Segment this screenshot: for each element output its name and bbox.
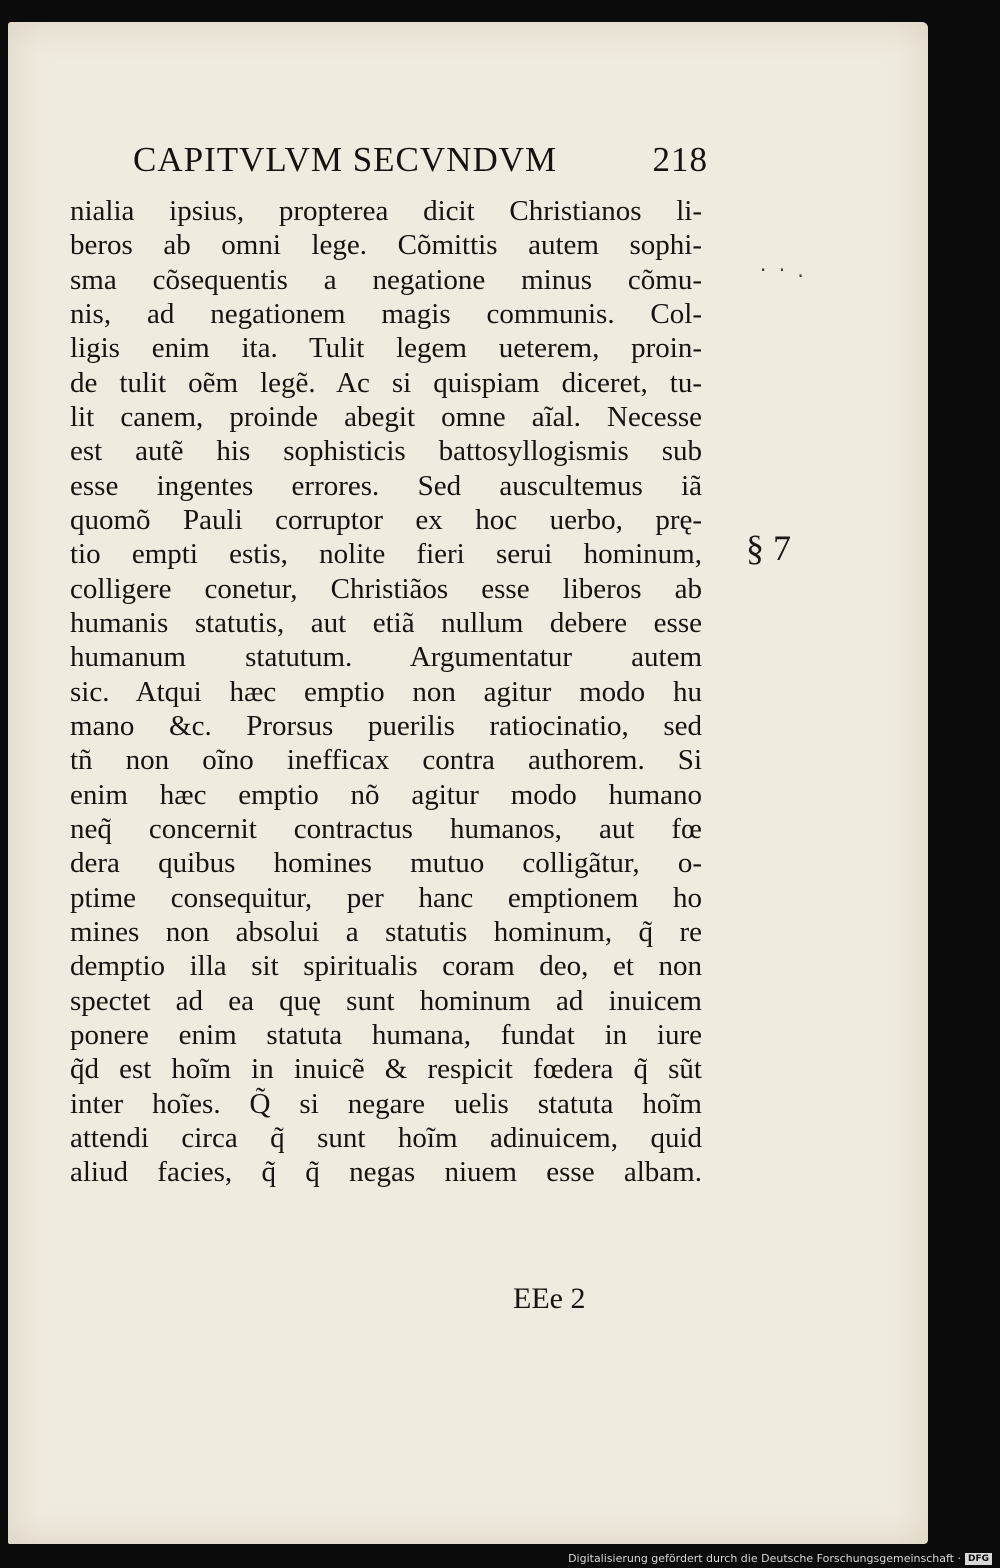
text-line: tñ non oĩno inefficax contra authorem. Si — [70, 744, 702, 777]
digitization-credit — [568, 1552, 992, 1565]
text-line: beros ab omni lege. Cõmittis autem sophi- — [70, 229, 702, 262]
dfg-logo-icon: DFG — [965, 1553, 992, 1565]
text-line: spectet ad ea quę sunt hominum ad inuicem — [70, 984, 702, 1017]
text-line: aliud facies, q̃ q̃ negas niuem esse albam. — [70, 1156, 702, 1189]
text-line: enim hæc emptio nõ agitur modo humano — [70, 778, 702, 811]
text-line: humanum statutum. Argumentatur autem — [70, 641, 702, 674]
text-line: demptio illa sit spiritualis coram deo, et non — [70, 950, 702, 983]
text-line: mines non absolui a statutis hominum, q̃ re — [70, 915, 702, 948]
text-line: esse ingentes errores. Sed auscultemus iã — [70, 469, 702, 502]
text-line: quomõ Pauli corruptor ex hoc uerbo, prę- — [70, 503, 702, 536]
text-line: nialia ipsius, propterea dicit Christianos li- — [70, 195, 702, 227]
text-line: ptime consequitur, per hanc emptionem ho — [70, 881, 702, 914]
text-line: dera quibus homines mutuo colligãtur, o- — [70, 847, 702, 880]
running-head-title: CAPITVLVM SECVNDVM — [133, 140, 558, 179]
text-line: nis, ad negationem magis communis. Col- — [70, 297, 702, 330]
text-line: de tulit oẽm legẽ. Ac si quispiam diceret, tu- — [70, 366, 702, 399]
folio-number: 218 — [652, 140, 708, 179]
text-line: attendi circa q̃ sunt hoĩm adinuicem, quid — [70, 1121, 702, 1154]
text-line: inter hoĩes. Q̃ si negare uelis statuta hoĩm — [70, 1087, 702, 1120]
body-text — [70, 194, 702, 1190]
text-line: mano &c. Prorsus puerilis ratiocinatio, sed — [70, 709, 702, 742]
text-line: colligere conetur, Christiãos esse liberos ab — [70, 572, 702, 605]
text-line: ponere enim statuta humana, fundat in iure — [70, 1018, 702, 1051]
text-line: sma cõsequentis a negatione minus cõmu- — [70, 263, 702, 296]
text-line: est autẽ his sophisticis battosyllogismis sub — [70, 435, 702, 468]
text-line: q̃d est hoĩm in inuicẽ & respicit fœdera q̃ sũt — [70, 1053, 702, 1086]
credit-text: Digitalisierung gefördert durch die Deutsche Forschungsgemeinschaft · — [568, 1552, 961, 1565]
signature-mark: EEe 2 — [513, 1282, 586, 1315]
text-line: tio empti estis, nolite fieri serui hominum, — [70, 538, 702, 571]
text-line: ligis enim ita. Tulit legem ueterem, proin- — [70, 332, 702, 365]
text-line: sic. Atqui hæc emptio non agitur modo hu — [70, 675, 702, 708]
book-page — [8, 22, 928, 1544]
text-line: lit canem, proinde abegit omne aĩal. Necesse — [70, 400, 702, 433]
running-head — [133, 140, 708, 180]
margin-section-note: § 7 — [746, 528, 791, 568]
margin-ink-mark: · · . — [760, 258, 807, 282]
text-line: neq̃ concernit contractus humanos, aut fœ — [70, 812, 702, 845]
text-line: humanis statutis, aut etiã nullum debere esse — [70, 606, 702, 639]
